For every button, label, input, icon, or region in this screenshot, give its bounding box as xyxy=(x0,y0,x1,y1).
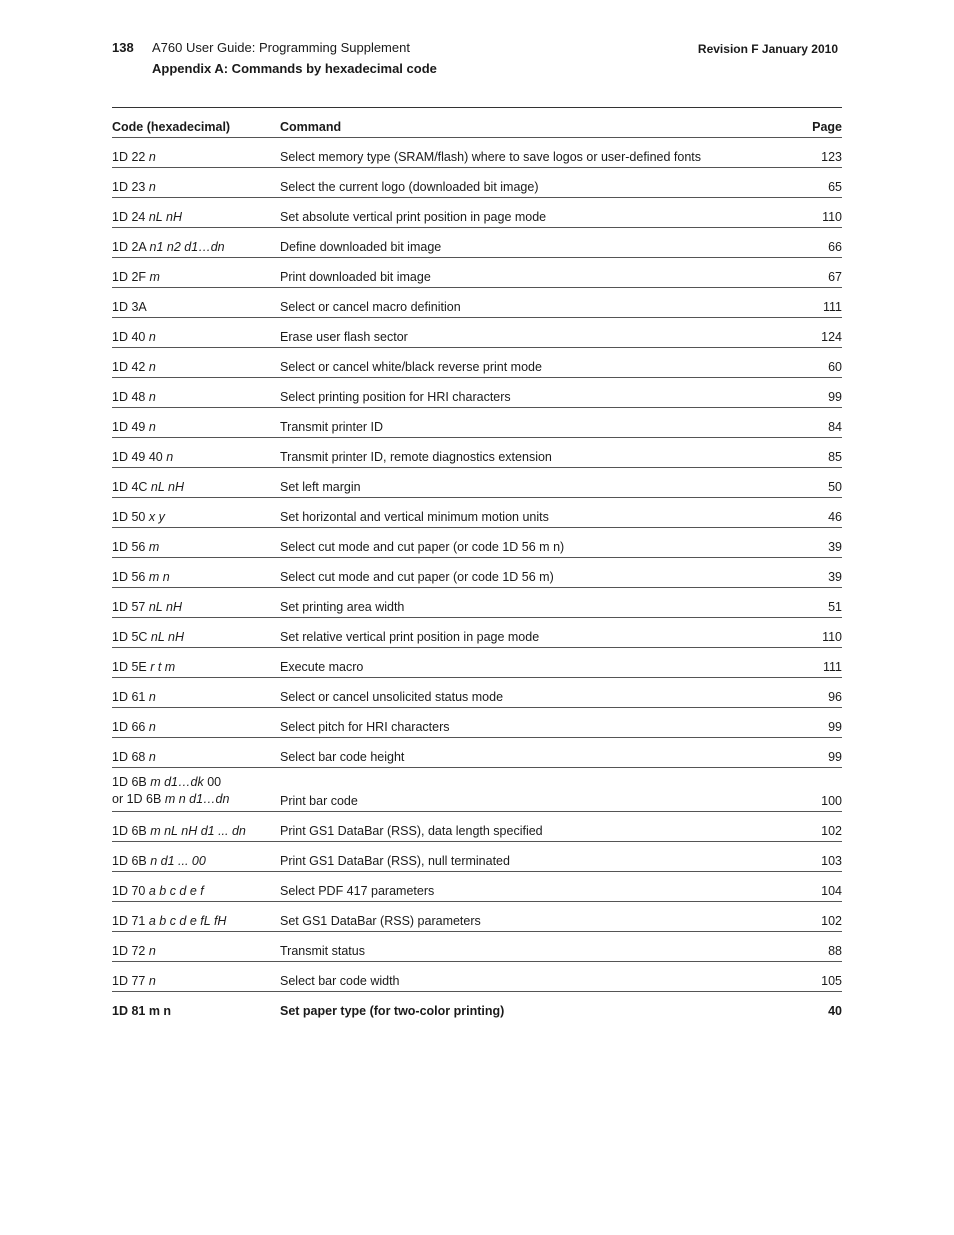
table-row xyxy=(112,318,842,348)
table-row xyxy=(112,558,842,588)
table-row xyxy=(112,872,842,902)
code-cell xyxy=(112,842,280,872)
code-params: nL nH xyxy=(150,480,185,494)
command-cell: Select printing position for HRI characters xyxy=(280,378,782,408)
code-prefix: 1D 42 xyxy=(112,360,149,374)
command-cell: Select the current logo (downloaded bit image) xyxy=(280,168,782,198)
table-row xyxy=(112,708,842,738)
table-row xyxy=(112,138,842,168)
page-cell: 50 xyxy=(782,468,842,498)
code-prefix: 1D 48 xyxy=(112,390,149,404)
code-cell xyxy=(112,468,280,498)
code-params: n xyxy=(148,720,156,734)
code-cell xyxy=(112,138,280,168)
code-prefix: 1D 2F xyxy=(112,270,150,284)
command-cell: Select PDF 417 parameters xyxy=(280,872,782,902)
code-cell xyxy=(112,498,280,528)
page-cell: 88 xyxy=(782,932,842,962)
page-cell: 51 xyxy=(782,588,842,618)
code-params: m n xyxy=(148,570,170,584)
table-row xyxy=(112,678,842,708)
page-number: 138 xyxy=(112,40,134,55)
code-params: n xyxy=(148,180,156,194)
code-params: n xyxy=(148,974,156,988)
code-params: a b c d e f xyxy=(148,884,204,898)
code-cell xyxy=(112,872,280,902)
code-prefix: 1D 56 xyxy=(112,540,149,554)
table-row xyxy=(112,528,842,558)
column-header-code: Code (hexadecimal) xyxy=(112,108,280,138)
table-row xyxy=(112,498,842,528)
code-prefix: 1D 6B xyxy=(112,824,151,838)
table-row xyxy=(112,198,842,228)
code-params: x y xyxy=(148,510,165,524)
code-suffix: 00 xyxy=(203,775,222,789)
table-row xyxy=(112,408,842,438)
code-cell xyxy=(112,348,280,378)
code-params: n xyxy=(148,750,156,764)
command-cell: Set absolute vertical print position in page mode xyxy=(280,198,782,228)
code-cell xyxy=(112,932,280,962)
page-cell: 40 xyxy=(828,1004,842,1018)
code-prefix: 1D 24 xyxy=(112,210,149,224)
column-header-command: Command xyxy=(280,108,782,138)
command-cell: Select bar code height xyxy=(280,738,782,768)
table-row xyxy=(112,258,842,288)
page-cell: 46 xyxy=(782,498,842,528)
page-cell: 104 xyxy=(782,872,842,902)
code-prefix: or 1D 6B xyxy=(112,792,165,806)
code-prefix: 1D 6B xyxy=(112,854,151,868)
code-params: n d1 ... 00 xyxy=(150,854,206,868)
code-prefix: 1D 5E xyxy=(112,660,151,674)
code-cell xyxy=(112,962,280,992)
table-body xyxy=(112,138,842,1022)
command-cell: Define downloaded bit image xyxy=(280,228,782,258)
page-cell: 110 xyxy=(782,618,842,648)
code-params: n xyxy=(148,360,156,374)
command-cell: Set GS1 DataBar (RSS) parameters xyxy=(280,902,782,932)
code-prefix: 1D 71 xyxy=(112,914,149,928)
command-cell: Transmit printer ID xyxy=(280,408,782,438)
page-cell: 111 xyxy=(782,288,842,318)
code-params: n xyxy=(148,420,156,434)
page-cell: 103 xyxy=(782,842,842,872)
table-row xyxy=(112,992,842,1022)
page-cell: 67 xyxy=(782,258,842,288)
code-prefix: 1D 5C xyxy=(112,630,151,644)
command-cell: Transmit printer ID, remote diagnostics extension xyxy=(280,438,782,468)
code-prefix: 1D 50 xyxy=(112,510,149,524)
page-cell: 99 xyxy=(782,378,842,408)
code-params: m xyxy=(149,270,160,284)
code-prefix: 1D 72 xyxy=(112,944,149,958)
page-cell: 65 xyxy=(782,168,842,198)
code-params: m d1…dk xyxy=(150,775,204,789)
table-row xyxy=(112,962,842,992)
code-cell xyxy=(112,288,280,318)
code-prefix: 1D 3A xyxy=(112,300,147,314)
command-cell: Select memory type (SRAM/flash) where to save logos or user-defined fonts xyxy=(280,138,782,168)
table-header-row xyxy=(112,108,842,138)
command-cell: Select cut mode and cut paper (or code 1D 56 m) xyxy=(280,558,782,588)
code-prefix: 1D 22 xyxy=(112,150,149,164)
document-title: A760 User Guide: Programming Supplement xyxy=(152,40,410,55)
code-prefix: 1D 49 xyxy=(112,420,149,434)
code-cell xyxy=(112,318,280,348)
page-cell: 111 xyxy=(782,648,842,678)
command-cell: Set paper type (for two-color printing) xyxy=(280,1004,505,1018)
code-cell xyxy=(112,438,280,468)
code-cell: 1D 81 m n xyxy=(112,1004,172,1018)
code-cell xyxy=(112,708,280,738)
code-cell xyxy=(112,258,280,288)
command-cell: Execute macro xyxy=(280,648,782,678)
command-cell: Print GS1 DataBar (RSS), null terminated xyxy=(280,842,782,872)
section-title: Appendix A: Commands by hexadecimal code xyxy=(152,61,437,76)
page-cell: 102 xyxy=(782,902,842,932)
code-params: n xyxy=(148,944,156,958)
code-cell xyxy=(112,618,280,648)
code-cell xyxy=(112,168,280,198)
command-cell: Set printing area width xyxy=(280,588,782,618)
code-cell xyxy=(112,738,280,768)
code-prefix: 1D 6B xyxy=(112,775,151,789)
code-cell xyxy=(112,228,280,258)
command-cell: Print bar code xyxy=(280,768,782,812)
revision-label: Revision F January 2010 xyxy=(697,42,838,56)
page-cell: 124 xyxy=(782,318,842,348)
page-cell: 39 xyxy=(782,528,842,558)
table-row xyxy=(112,842,842,872)
page-cell: 96 xyxy=(782,678,842,708)
page-cell: 66 xyxy=(782,228,842,258)
page-cell: 60 xyxy=(782,348,842,378)
page-cell: 105 xyxy=(782,962,842,992)
code-prefix: 1D 68 xyxy=(112,750,149,764)
table-row xyxy=(112,168,842,198)
code-prefix: 1D 66 xyxy=(112,720,149,734)
page-cell: 123 xyxy=(782,138,842,168)
table-row xyxy=(112,812,842,842)
code-prefix: 1D 56 xyxy=(112,570,149,584)
table-row xyxy=(112,378,842,408)
command-cell: Select or cancel macro definition xyxy=(280,288,782,318)
command-cell: Print GS1 DataBar (RSS), data length specified xyxy=(280,812,782,842)
code-params: nL nH xyxy=(150,630,185,644)
code-params: a b c d e fL fH xyxy=(148,914,227,928)
command-cell: Select cut mode and cut paper (or code 1D 56 m n) xyxy=(280,528,782,558)
code-prefix: 1D 49 40 xyxy=(112,450,167,464)
command-cell: Select or cancel white/black reverse print mode xyxy=(280,348,782,378)
code-prefix: 1D 77 xyxy=(112,974,149,988)
code-params: n xyxy=(148,150,156,164)
code-cell xyxy=(112,588,280,618)
table-row xyxy=(112,768,842,812)
code-prefix: 1D 2A xyxy=(112,240,150,254)
code-line xyxy=(112,774,280,791)
command-cell: Select or cancel unsolicited status mode xyxy=(280,678,782,708)
table-row xyxy=(112,438,842,468)
code-line xyxy=(112,791,280,808)
table-row xyxy=(112,738,842,768)
code-prefix: 1D 70 xyxy=(112,884,149,898)
table-row xyxy=(112,932,842,962)
code-cell xyxy=(112,812,280,842)
table-row xyxy=(112,618,842,648)
code-cell xyxy=(112,378,280,408)
code-cell xyxy=(112,648,280,678)
table-row xyxy=(112,348,842,378)
command-cell: Set horizontal and vertical minimum motion units xyxy=(280,498,782,528)
code-cell xyxy=(112,198,280,228)
code-prefix: 1D 61 xyxy=(112,690,149,704)
command-cell: Transmit status xyxy=(280,932,782,962)
code-cell xyxy=(112,558,280,588)
code-cell xyxy=(112,678,280,708)
code-params: n xyxy=(148,690,156,704)
code-params: nL nH xyxy=(148,210,182,224)
code-params: n xyxy=(148,330,156,344)
table-row xyxy=(112,288,842,318)
code-params: n xyxy=(148,390,156,404)
code-cell xyxy=(112,408,280,438)
code-cell xyxy=(112,768,280,812)
command-cell: Print downloaded bit image xyxy=(280,258,782,288)
page-cell: 110 xyxy=(782,198,842,228)
code-cell xyxy=(112,902,280,932)
page-cell: 100 xyxy=(782,768,842,812)
page-cell: 99 xyxy=(782,738,842,768)
table-row xyxy=(112,588,842,618)
code-params: m nL nH d1 ... dn xyxy=(150,824,246,838)
table-row xyxy=(112,648,842,678)
code-params: r t m xyxy=(150,660,176,674)
code-prefix: 1D 57 xyxy=(112,600,149,614)
table-row xyxy=(112,902,842,932)
code-cell xyxy=(112,528,280,558)
command-cell: Set left margin xyxy=(280,468,782,498)
commands-table xyxy=(112,107,842,1021)
page-cell: 85 xyxy=(782,438,842,468)
page-cell: 39 xyxy=(782,558,842,588)
code-params: n xyxy=(166,450,174,464)
column-header-page: Page xyxy=(782,108,842,138)
code-prefix: 1D 40 xyxy=(112,330,149,344)
table-row xyxy=(112,228,842,258)
command-cell: Set relative vertical print position in page mode xyxy=(280,618,782,648)
code-params: nL nH xyxy=(148,600,182,614)
command-cell: Select bar code width xyxy=(280,962,782,992)
page-cell: 102 xyxy=(782,812,842,842)
code-params: n1 n2 d1…dn xyxy=(149,240,225,254)
command-cell: Erase user flash sector xyxy=(280,318,782,348)
command-cell: Select pitch for HRI characters xyxy=(280,708,782,738)
code-params: m n d1…dn xyxy=(164,792,230,806)
table-row xyxy=(112,468,842,498)
code-params: m xyxy=(148,540,160,554)
code-prefix: 1D 4C xyxy=(112,480,151,494)
code-prefix: 1D 23 xyxy=(112,180,149,194)
page-cell: 84 xyxy=(782,408,842,438)
page-cell: 99 xyxy=(782,708,842,738)
